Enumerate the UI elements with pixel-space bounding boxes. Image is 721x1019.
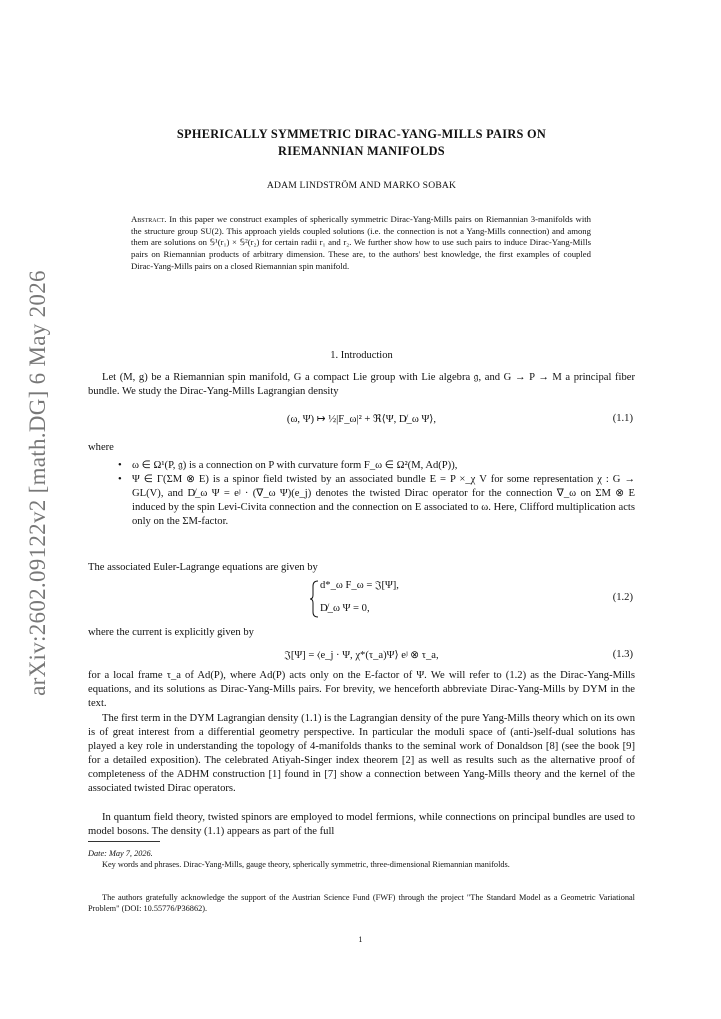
title-line-1: SPHERICALLY SYMMETRIC DIRAC-YANG-MILLS PAIRS ON: [176, 127, 547, 141]
list-item: • ω ∈ Ω¹(P, 𝔤) is a connection on P with curvature form F_ω ∈ Ω²(M, Ad(P)),: [88, 459, 635, 473]
footnote-date-text: Date: May 7, 2026.: [88, 849, 153, 858]
paragraph-local-frame: for a local frame τ_a of Ad(P), where Ad(P) acts only on the E-factor of Ψ. We will refer to (1.2) as the Dirac-Yang-Mills equations, and its solutions as Dirac-Yang-Mills pairs. For brevity, we henceforth abbreviate Dirac-Yang-Mills by DYM in the text.: [88, 670, 635, 709]
where-label-2: where the current is explicitly given by: [88, 627, 254, 638]
equation-1-1-body: (ω, Ψ) ↦ ½|F_ω|² + ℜ⟨Ψ, D̸_ω Ψ⟩,: [286, 414, 437, 425]
section-heading: 1. Introduction: [330, 350, 393, 361]
arxiv-stamp: [18, 269, 58, 696]
where-label-1: where: [88, 442, 114, 453]
equation-brace-icon: [309, 580, 319, 618]
list-item: • Ψ ∈ Γ(ΣM ⊗ E) is a spinor field twisted by an associated bundle E = P ×_χ V for some representation χ : G → GL(V), and D̸_ω Ψ = eʲ · (∇_ω Ψ)(e_j) denotes the twisted Dirac operator for the connection ∇_ω on ΣM ⊗ E induced by the spin Levi-Civita connection and the connection on E associated to ω. Here, Clifford multiplication acts only on the ΣM-factor.: [88, 473, 635, 529]
equation-1-2-number: (1.2): [612, 592, 633, 603]
paragraph-quantum-field-theory: In quantum field theory, twisted spinors are employed to model fermions, while connections on principal bundles are used to model bosons. The density (1.1) appears as part of the full: [88, 812, 635, 837]
footnote-date: [88, 848, 635, 859]
title-line-2: RIEMANNIAN MANIFOLDS: [278, 144, 445, 158]
arxiv-stamp-text: arXiv:2602.09122v2 [math.DG] 6 May 2026: [25, 269, 50, 696]
equation-1-2-line-1: d*_ω F_ω = 𝔍[Ψ],: [320, 580, 399, 591]
paragraph-intro: Let (M, g) be a Riemannian spin manifold, G a compact Lie group with Lie algebra 𝔤, and G → P → M a principal fiber bundle. We study the Dirac-Yang-Mills Lagrangian density: [88, 372, 635, 397]
page-number: 1: [358, 935, 363, 944]
footnote-rule: [88, 841, 160, 842]
abstract-label: Abstract.: [131, 214, 167, 224]
paragraph-first-term: The first term in the DYM Lagrangian density (1.1) is the Lagrangian density of the pure Yang-Mills theory which on its own is of great interest from a differential geometry perspective. In particular the moduli space of (anti-)self-dual solutions has played a key role in understanding the topology of 4-manifolds thanks to the seminal work of Donaldson [8] (see the book [9] for a detailed exposition). The celebrated Atiyah-Singer index theorem [2] as well as results such as the alternative proof of completeness of the ADHM construction [1] found in [7] show a connection between Yang-Mills theory and the kernel of the associated twisted Dirac operators.: [88, 713, 635, 794]
author-list: ADAM LINDSTRÖM AND MARKO SOBAK: [266, 180, 457, 191]
equation-1-3-body: 𝔍[Ψ] = ⟨e_j · Ψ, χ*(τ_a)Ψ⟩ eʲ ⊗ τ_a,: [284, 650, 439, 661]
abstract-text: In this paper we construct examples of spherically symmetric Dirac-Yang-Mills pairs on Riemannian 3-manifolds with the structure group SU(2). This approach yields coupled solutions (i.e. the connection is not a Yang-Mills connection) and among them are solutions on 𝕊¹(r₁) × 𝕊²(r₂) for certain radii r₁ and r₂. We further show how to use such pairs to induce Dirac-Yang-Mills pairs on Riemannian products of arbitrary dimension. These are, to the authors' best knowledge, the first examples of coupled Dirac-Yang-Mills pairs on a closed Riemannian spin manifold.: [131, 214, 591, 271]
definition-list: [88, 459, 635, 529]
footnote-keywords: Key words and phrases. Dirac-Yang-Mills, gauge theory, spherically symmetric, three-dimensional Riemannian manifolds.: [102, 860, 510, 869]
abstract: [131, 214, 591, 273]
equation-1-2-line-2: D̸_ω Ψ = 0,: [320, 603, 370, 614]
equation-1-3-number: (1.3): [612, 649, 633, 660]
equation-1-1-number: (1.1): [612, 413, 633, 424]
paragraph-euler-lagrange: The associated Euler-Lagrange equations are given by: [88, 562, 318, 573]
paper-title: [88, 126, 635, 160]
footnote-acknowledgement: The authors gratefully acknowledge the support of the Austrian Science Fund (FWF) through the project "The Standard Model as a Geometric Variational Problem" (DOI: 10.55776/P36862).: [88, 893, 635, 913]
